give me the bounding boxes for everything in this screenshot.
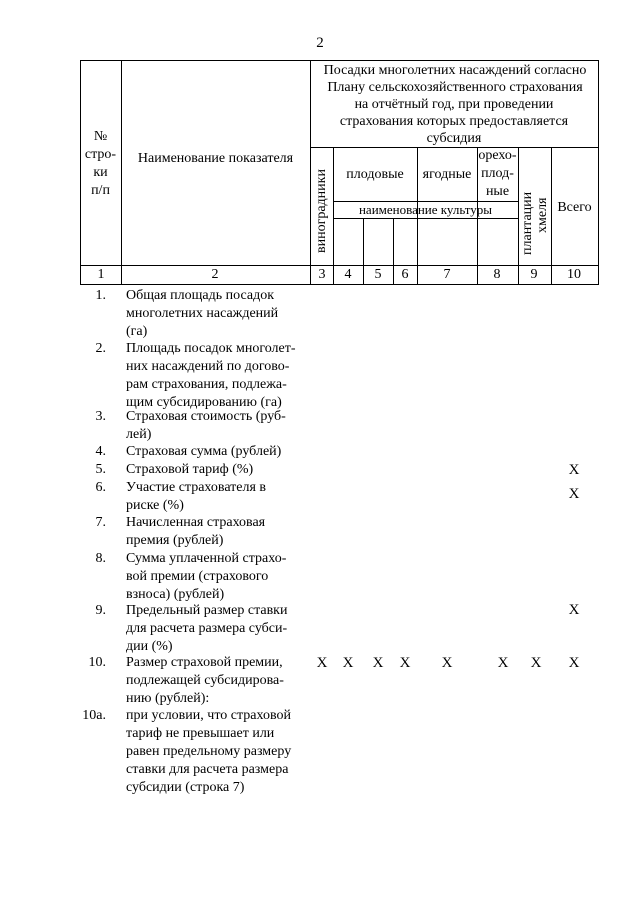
header-group-title-1: Посадки многолетних насаждений согласно <box>323 63 587 78</box>
col-num-4: 4 <box>344 267 352 282</box>
row-10a-number: 10а. <box>82 708 106 723</box>
header-row-no-line3: ки <box>93 165 108 180</box>
row-2-number: 2. <box>95 341 106 356</box>
col-num-5: 5 <box>374 267 382 282</box>
row-10a-text: при условии, что страховой тариф не превышает или равен предельному размеру ставки для расчета размера субсидии (строка 7) <box>126 708 292 795</box>
row-10-x-col6: X <box>399 655 411 671</box>
col-num-1: 1 <box>97 267 105 282</box>
header-total: Всего <box>557 200 592 215</box>
row-10-x-col4: X <box>342 655 354 671</box>
header-group-title-4: страхования которых предоставляется <box>339 114 569 129</box>
col-num-8: 8 <box>493 267 501 282</box>
row-10-x-col3: X <box>316 655 328 671</box>
row-6-x-col10: X <box>568 486 580 502</box>
header-berry: ягодные <box>422 167 472 182</box>
row-4-text: Страховая сумма (рублей) <box>126 444 282 459</box>
header-row-no-line1: № <box>93 129 108 144</box>
row-8-text: Сумма уплаченной страхо- вой премии (страхового взноса) (рублей) <box>126 551 287 602</box>
header-row-no-line2: стро- <box>84 147 117 162</box>
row-5-text: Страховой тариф (%) <box>126 462 254 477</box>
col-num-6: 6 <box>401 267 409 282</box>
row-9-x-col10: X <box>568 602 580 618</box>
header-indicator-name: Наименование показателя <box>137 151 294 166</box>
row-9-number: 9. <box>95 603 106 618</box>
header-nut-2: плод- <box>481 166 514 181</box>
header-fruit: плодовые <box>346 167 404 182</box>
row-10-x-col9: X <box>530 655 542 671</box>
row-5-x-col10: X <box>568 462 580 478</box>
header-group-title-3: на отчётный год, при проведении <box>354 97 554 112</box>
header-vineyards: виноградники <box>314 169 329 253</box>
row-4-number: 4. <box>95 444 106 459</box>
row-2-text: Площадь посадок многолет- них насаждений по догово- рам страхования, подлежа- щим субсидированию (га) <box>126 341 296 410</box>
col-num-7: 7 <box>443 267 451 282</box>
row-10-number: 10. <box>88 655 106 670</box>
row-10-x-col7: X <box>441 655 453 671</box>
row-6-number: 6. <box>95 480 106 495</box>
row-3-text: Страховая стоимость (руб- лей) <box>126 409 286 442</box>
header-row-no-line4: п/п <box>91 183 110 198</box>
row-8-number: 8. <box>95 551 106 566</box>
row-10-x-col5: X <box>372 655 384 671</box>
row-9-text: Предельный размер ставки для расчета размера субси- дии (%) <box>126 603 288 654</box>
row-10-x-col10: X <box>568 655 580 671</box>
row-1-text: Общая площадь посадок многолетних насаждений (га) <box>126 288 279 339</box>
header-nut-3: ные <box>485 184 510 199</box>
header-crop-name: наименование культуры <box>358 202 493 217</box>
row-3-number: 3. <box>95 409 106 424</box>
page-number: 2 <box>316 35 324 51</box>
col-num-9: 9 <box>530 267 538 282</box>
col-num-10: 10 <box>567 267 581 282</box>
header-group-title-2: Плану сельскохозяйственного страхования <box>327 80 583 95</box>
header-nut-1: орехо- <box>478 148 517 163</box>
header-hops-2: хмеля <box>535 197 550 233</box>
col-num-3: 3 <box>318 267 326 282</box>
header-hops-1: плантации <box>520 191 535 255</box>
row-10-x-col8: X <box>497 655 509 671</box>
row-7-text: Начисленная страховая премия (рублей) <box>126 515 266 548</box>
row-7-number: 7. <box>95 515 106 530</box>
header-group-title-5: субсидия <box>426 131 482 146</box>
col-num-2: 2 <box>211 267 219 282</box>
row-10-text: Размер страховой премии, подлежащей субсидирова- нию (рублей): <box>126 655 284 706</box>
row-1-number: 1. <box>95 288 106 303</box>
row-5-number: 5. <box>95 462 106 477</box>
row-6-text: Участие страхователя в риске (%) <box>126 480 267 513</box>
